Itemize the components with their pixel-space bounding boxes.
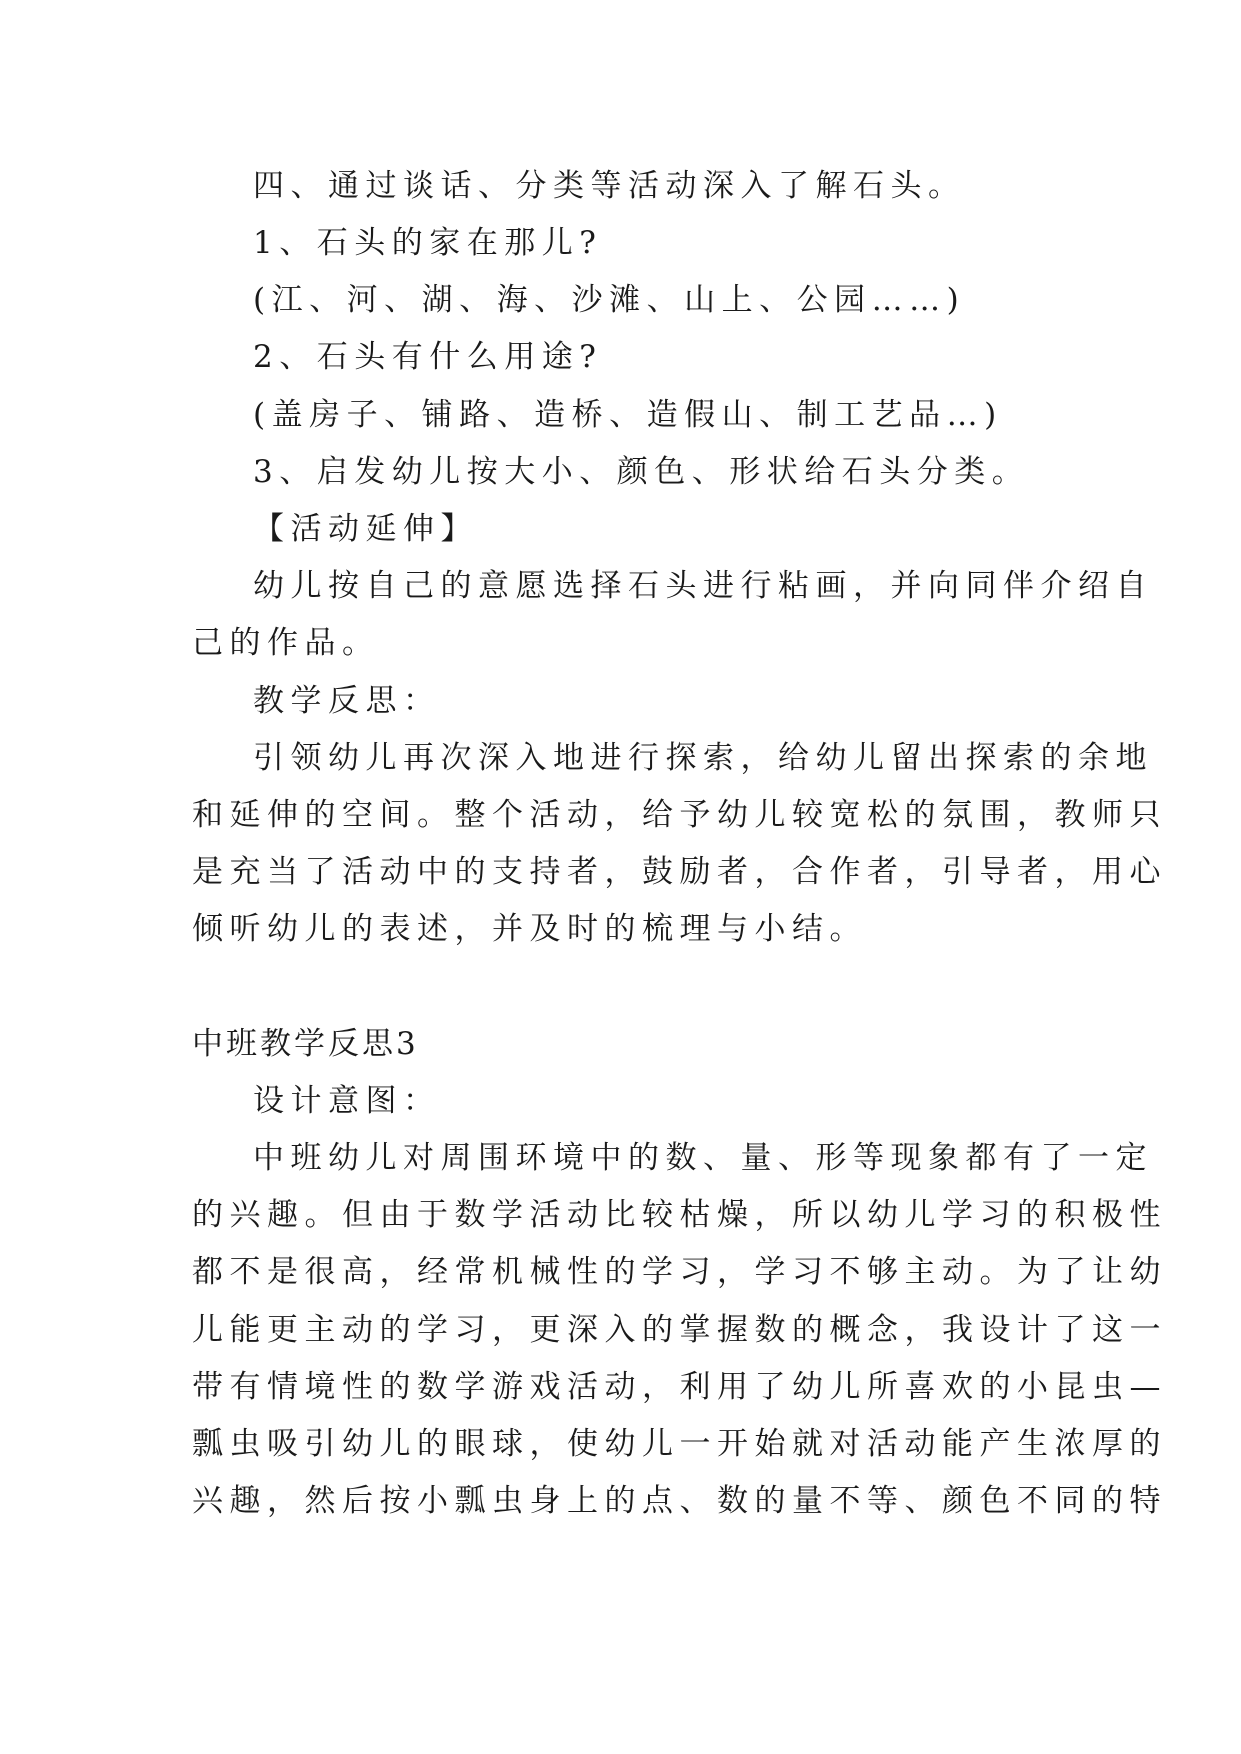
paragraph-line: 带有情境性的数学游戏活动，利用了幼儿所喜欢的小昆虫— [192, 1369, 1167, 1405]
question-two: 2、石头有什么用途? [253, 339, 603, 375]
paragraph-line: 幼儿按自己的意愿选择石头进行粘画，并向同伴介绍自 [253, 568, 1153, 604]
paragraph-line: 倾听幼儿的表述，并及时的梳理与小结。 [192, 911, 867, 947]
paragraph-line: 瓢虫吸引幼儿的眼球，使幼儿一开始就对活动能产生浓厚的 [192, 1426, 1167, 1462]
paragraph-line: 己的作品。 [192, 625, 380, 661]
paragraph-line: 和延伸的空间。整个活动，给予幼儿较宽松的氛围，教师只 [192, 797, 1167, 833]
paragraph-line: 兴趣，然后按小瓢虫身上的点、数的量不等、颜色不同的特 [192, 1483, 1167, 1519]
section-four-heading: 四、通过谈话、分类等活动深入了解石头。 [253, 168, 966, 204]
section-title: 中班教学反思3 [192, 1026, 419, 1062]
activity-extension-heading: 【活动延伸】 [253, 511, 478, 547]
paragraph-line: 的兴趣。但由于数学活动比较枯燥，所以幼儿学习的积极性 [192, 1197, 1167, 1233]
answer-two: (盖房子、铺路、造桥、造假山、制工艺品…) [253, 397, 1003, 433]
step-three: 3、启发幼儿按大小、颜色、形状给石头分类。 [253, 454, 1030, 490]
question-one: 1、石头的家在那儿? [253, 225, 603, 261]
paragraph-line: 中班幼儿对周围环境中的数、量、形等现象都有了一定 [253, 1140, 1153, 1176]
answer-one: (江、河、湖、海、沙滩、山上、公园……) [253, 282, 966, 318]
design-intent-label: 设计意图： [253, 1083, 441, 1119]
paragraph-line: 都不是很高，经常机械性的学习，学习不够主动。为了让幼 [192, 1254, 1167, 1290]
paragraph-line: 引领幼儿再次深入地进行探索，给幼儿留出探索的余地 [253, 740, 1153, 776]
reflection-label: 教学反思： [253, 683, 441, 719]
paragraph-line: 是充当了活动中的支持者，鼓励者，合作者，引导者，用心 [192, 854, 1167, 890]
paragraph-line: 儿能更主动的学习，更深入的掌握数的概念，我设计了这一 [192, 1312, 1167, 1348]
